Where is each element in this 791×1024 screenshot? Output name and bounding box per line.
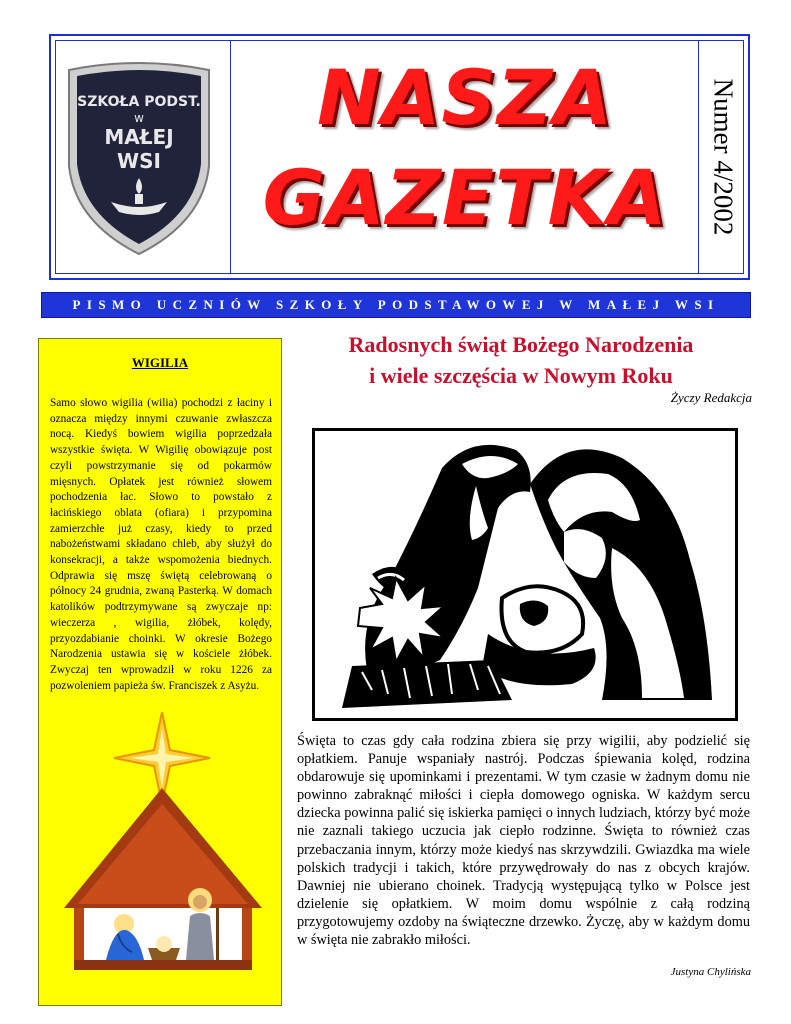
issue-number xyxy=(696,44,750,270)
greeting-signature: Życzy Redakcja xyxy=(670,390,752,405)
subtitle-bar xyxy=(41,292,751,318)
issue-number-text: Numer 4/2002 xyxy=(708,78,739,236)
logo-text-line-2: w xyxy=(134,111,144,125)
nativity-drawing xyxy=(312,428,738,721)
logo-text-line-1: SZKOŁA PODST. xyxy=(77,94,201,110)
subtitle-bar-text: PISMO UCZNIÓW SZKOŁY PODSTAWOWEJ W MAŁEJ WSI xyxy=(72,297,720,312)
sidebar-body: Samo słowo wigilia (wilia) pochodzi z łaciny i oznacza między innymi czuwanie zwłaszcza nocą. Kiedyś bowiem wigilia poprzedzała wszystkie święta. W Wigilię obowiązuje post czyli powstrzymanie się od pokarmów mięsnych. Opłatek jest również słowem pochodzenia łac. Słowo to powstało z łacińskiego oblata (ofiara) i przypomina zamierzchłe już czasy, kiedy to przed nabożeństwami składano chleb, aby służył do konsekracji, a także wspomożenia biednych. Odprawia się mszę świętą celebrowaną o północy 24 grudnia, zwaną Pasterką. W domach katolików podtrzymywane są zwyczaje np: wieczerza , wigilia, żłóbek, kolędy, przyozdabianie choinki. W okresie Bożego Narodzenia ustawia się w kościele żłóbek. Zwyczaj ten wprowadził w roku 1226 za pozwoleniem papieża św. Franciszek z Asyżu. xyxy=(50,397,272,692)
logo-text-line-4: WSI xyxy=(117,149,161,173)
greeting-line-2: i wiele szczęścia w Nowym Roku xyxy=(369,363,673,388)
article-body: Święta to czas gdy cała rodzina zbiera się przy wigilii, aby podzielić się opłatkiem. Panuje wspaniały nastrój. Podczas śpiewania kolęd, rodzina obdarowuje się upominkami i prezentami. W tym czasie w żadnym domu nie powinno zabraknąć miłości i ciepła domowego ogniska. W każdym sercu dziecka powinna palić się iskierka pamięci o innych ludziach, którzy być może nie zaznali takiego uczucia jak ciepło rodzinne. Święta to również czas przebaczania innym, którzy może kiedyś nas skrzywdzili. Gwiazdka ma wiele polskich tradycji i takich, które przywędrowały do nas z obcych krajów. Dawniej nie ubierano choinek. Tradycją występującą tylko w Polsce jest dzielenie się opłatkiem. W moim domu wspólnie z całą rodziną przygotowujemy ozdoby na świąteczne drzewko. Życzę, aby w każdym domu w święta nie zabrakło miłości. xyxy=(297,733,750,949)
logo-text-line-3: MAŁEJ xyxy=(104,125,174,149)
nativity-stable-illustration xyxy=(62,712,270,974)
newspaper-title-line-1: NASZA xyxy=(316,53,614,142)
sidebar-title: WIGILIA xyxy=(131,355,189,370)
school-badge-logo xyxy=(63,62,215,258)
article-author: Justyna Chylińska xyxy=(670,966,751,978)
greeting-line-1: Radosnych świąt Bożego Narodzenia xyxy=(348,332,694,357)
masthead-divider xyxy=(230,40,231,274)
newspaper-title-line-2: GAZETKA xyxy=(262,153,668,242)
stable-nativity-icon xyxy=(64,788,262,970)
